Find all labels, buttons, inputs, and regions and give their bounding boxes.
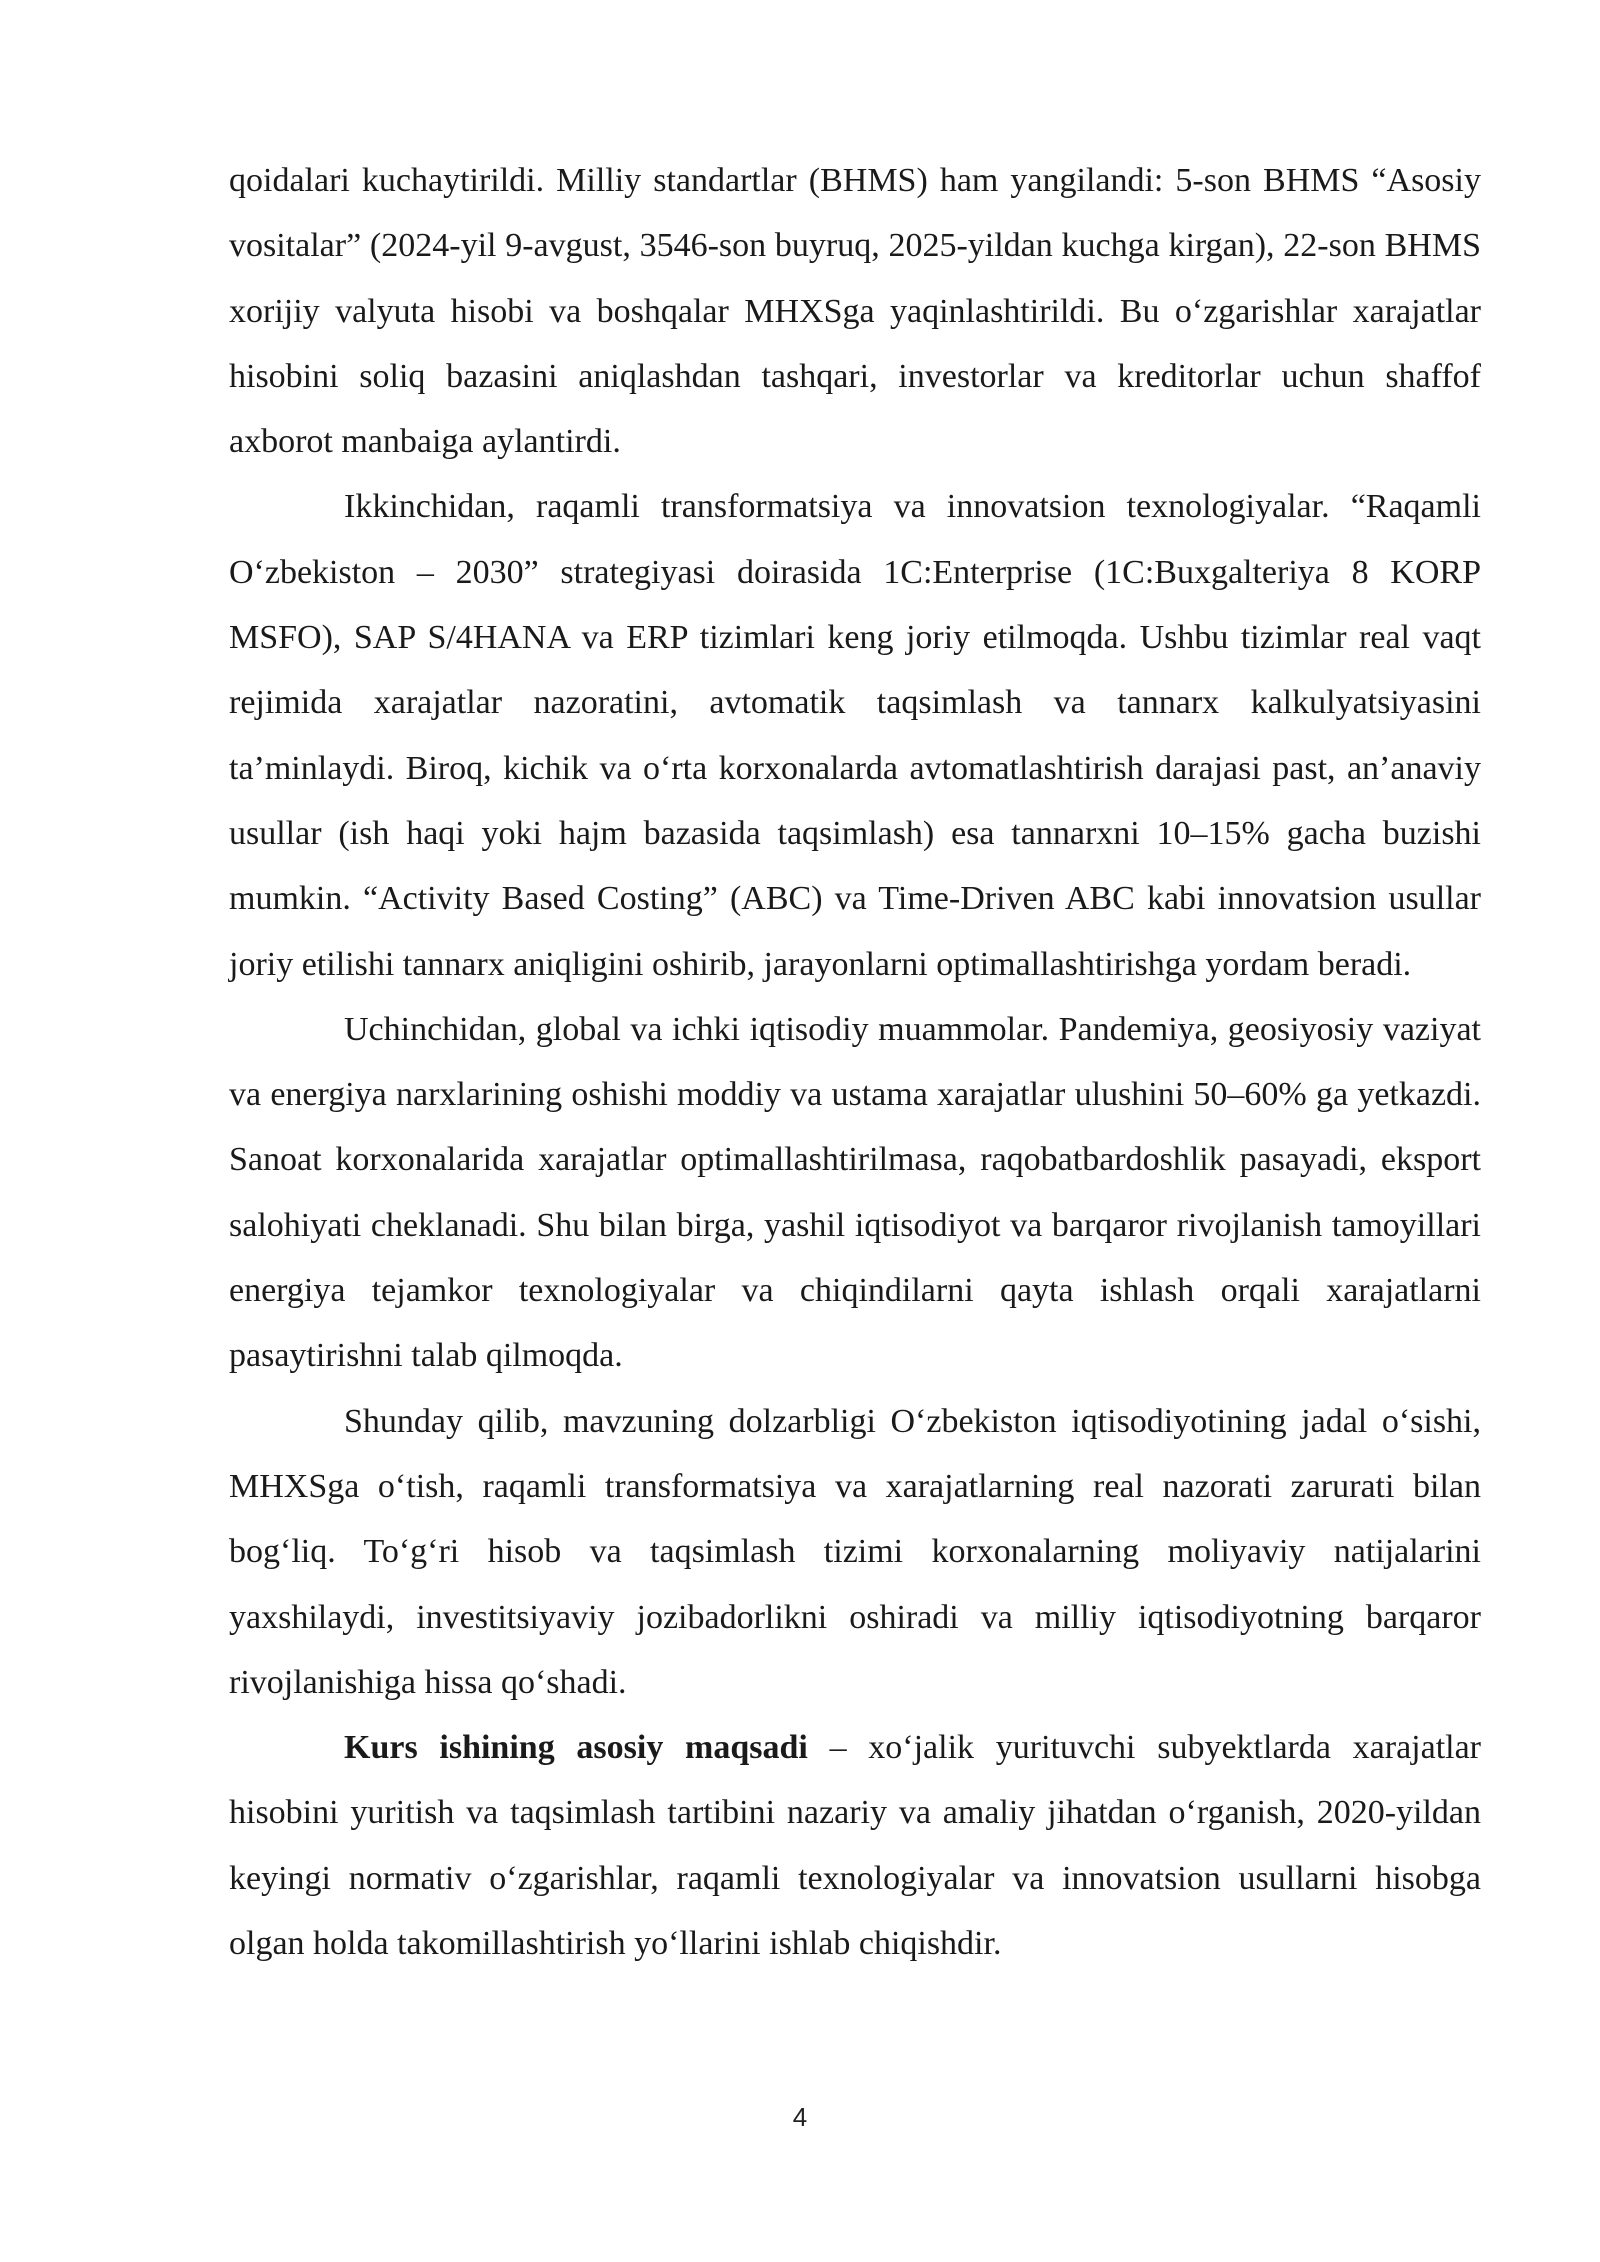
course-goal-text: – xoʻjalik yurituvchi subyektlarda xarajatlar hisobini yuritish va taqsimlash tartibini nazariy va amaliy jihatdan oʻrganish, 2020-yildan keyingi normativ oʻzgarishlar, raqamli texnologiyalar va innovatsion usullarni hisobga olgan holda takomillashtirish yoʻllarini ishlab chiqishdir.: [229, 1729, 1482, 1963]
course-goal-lead: Kurs ishining asosiy maqsadi: [344, 1729, 808, 1767]
paragraph-regulatory-changes: qoidalari kuchaytirildi. Milliy standartlar (BHMS) ham yangilandi: 5-son BHMS “Asosiy vositalar” (2024-yil 9-avgust, 3546-son buyruq, 2025-yildan kuchga kirgan), 22-son BHMS xorijiy valyuta hisobi va boshqalar MHXSga yaqinlashtirildi. Bu oʻzgarishlar xarajatlar hisobini soliq bazasini aniqlashdan tashqari, investorlar va kreditorlar uchun shaffof axborot manbaiga aylantirdi.: [229, 162, 1481, 461]
paragraph-relevance-summary: Shunday qilib, mavzuning dolzarbligi Oʻzbekiston iqtisodiyotining jadal oʻsishi, MHXSga oʻtish, raqamli transformatsiya va xarajatlarning real nazorati zarurati bilan bogʻliq. Toʻgʻri hisob va taqsimlash tizimi korxonalarning moliyaviy natijalarini yaxshilaydi, investitsiyaviy jozibadorlikni oshiradi va milliy iqtisodiyotning barqaror rivojlanishiga hissa qoʻshadi.: [229, 1402, 1481, 1701]
page-number: 4: [792, 2102, 808, 2132]
paragraph-economic-problems: Uchinchidan, global va ichki iqtisodiy muammolar. Pandemiya, geosiyosiy vaziyat va energiya narxlarining oshishi moddiy va ustama xarajatlar ulushini 50–60% ga yetkazdi. Sanoat korxonalarida xarajatlar optimallashtirilmasa, raqobatbardoshlik pasayadi, eksport salohiyati cheklanadi. Shu bilan birga, yashil iqtisodiyot va barqaror rivojlanish tamoyillari energiya tejamkor texnologiyalar va chiqindilarni qayta ishlash orqali xarajatlarni pasaytirishni talab qilmoqda.: [229, 1010, 1481, 1375]
document-body: [229, 148, 1481, 1976]
paragraph-course-goal: [229, 1715, 1481, 1976]
paragraph-digital-transformation: Ikkinchidan, raqamli transformatsiya va innovatsion texnologiyalar. “Raqamli Oʻzbekiston – 2030” strategiyasi doirasida 1C:Enterprise (1C:Buxgalteriya 8 KORP MSFO), SAP S/4HANA va ERP tizimlari keng joriy etilmoqda. Ushbu tizimlar real vaqt rejimida xarajatlar nazoratini, avtomatik taqsimlash va tannarx kalkulyatsiyasini ta’minlaydi. Biroq, kichik va oʻrta korxonalarda avtomatlashtirish darajasi past, an’anaviy usullar (ish haqi yoki hajm bazasida taqsimlash) esa tannarxni 10–15% gacha buzishi mumkin. “Activity Based Costing” (ABC) va Time-Driven ABC kabi innovatsion usullar joriy etilishi tannarx aniqligini oshirib, jarayonlarni optimallashtirishga yordam beradi.: [229, 488, 1481, 983]
